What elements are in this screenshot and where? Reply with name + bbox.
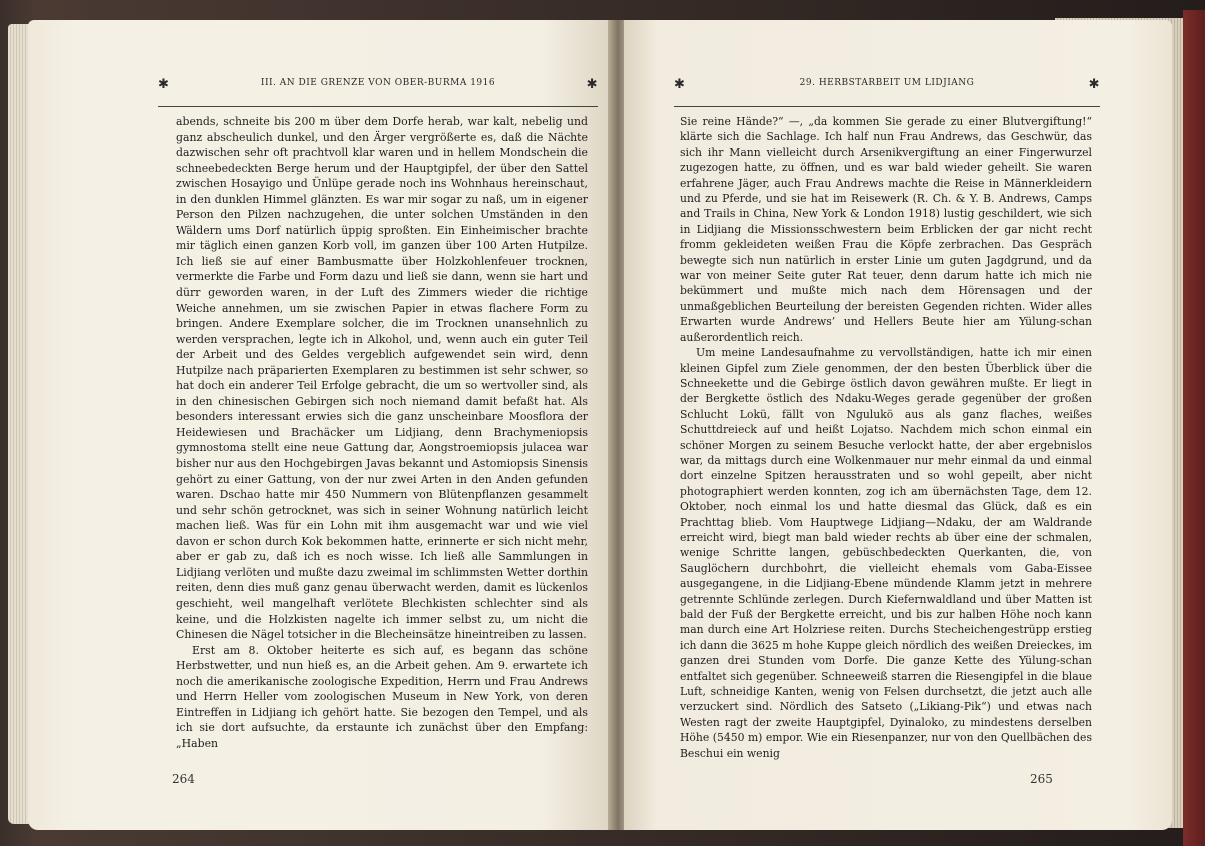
right-paragraph-1: Sie reine Hände?“ —, „da kommen Sie gerade zu einer Blutvergiftung!“ klärte sich die Sachlage. Ich half nun Frau Andrews, das Geschwür, das sich ihr Mann vielleicht durch Arsenikvergiftung an einer Fingerwurzel zugezogen hatte, zu öffnen, und es war bald wieder geheilt. Sie waren erfahrene Jäger, auch Frau Andrews machte die Reise in Männerkleidern und zu Pferde, und sie hat im Reisewerk (R. Ch. & Y. B. Andrews, Camps and Trails in China, New York & London 1918) lustig geschildert, wie sich in Lidjiang die Missionsschwestern beim Erblicken der gar nicht recht fromm gekleideten weißen Frau die Köpfe zerbrachen. Das Gespräch bewegte sich nun natürlich in erster Linie um guten Jagdgrund, und da war von meiner Seite guter Rat teuer, denn darum hatte ich mich nie bekümmert und mußte mich nach dem Hörensagen und der unmaßgeblichen Beurteilung der bereisten Gegenden richten. Wider alles Erwarten wurde Andrews’ und Hellers Beute hier am Yülung-schan außerordentlich reich.	[680, 115, 1092, 344]
right-running-header	[674, 78, 1100, 94]
left-header-rule	[158, 106, 598, 107]
left-paragraph-1: abends, schneite bis 200 m über dem Dorfe herab, war kalt, nebelig und ganz abscheulich dunkel, und den Ärger vergrößerte es, daß die Nächte dazwischen sehr oft prachtvoll klar waren und in hellem Mondschein die schneebedeckten Berge herum und der Hauptgipfel, der über den Sattel zwischen Hosayigo und Ünlüpe gerade noch ins Wohnhaus hereinschaut, in den dunklen Himmel glänzten. Es war mir sogar zu naß, um in eigener Person den Pilzen nachzugehen, die unter solchen Umständen in den Wäldern ums Dorf natürlich üppig sproßten. Ein Einheimischer brachte mir täglich einen ganzen Korb voll, im ganzen über 100 Arten Hutpilze. Ich ließ sie auf einer Bambusmatte über Holzkohlenfeuer trocknen, vermerkte die Farbe und Form dazu und ließ sie dann, wenn sie hart und dürr geworden waren, in der Luft des Zimmers wieder die richtige Weiche annehmen, um sie zwischen Papier in etwas flachere Form zu bringen. Andere Exemplare solcher, die im Trocknen unansehnlich zu werden versprachen, legte ich in Alkohol, und, wenn auch ein guter Teil der Arbeit und des Geldes vergeblich aufgewendet sein wird, denn Hutpilze nach präparierten Exemplaren zu bestimmen ist sehr schwer, so hat doch ein anderer Teil Erfolge gebracht, die um so wertvoller sind, als in den chinesischen Gebirgen sich noch niemand damit befaßt hat. Als besonders interessant erwies sich die ganz unscheinbare Moosflora der Heidewiesen und Brachäcker um Lidjiang, denn Brachymeniopsis gymnostoma stellt eine neue Gattung dar, Aongstroemiopsis julacea war bisher nur aus den Hochgebirgen Javas bekannt und Astomiopsis Sinensis gehört zu einer Gattung, von der nur zwei Arten in den Anden gefunden waren. Dschao hatte mir 450 Nummern von Blütenpflanzen gesammelt und sehr schön getrocknet, was sich in seiner Wohnung natürlich leicht machen ließ. Was für ein Lohn mit ihm ausgemacht war und wie viel davon er schon durch Kok bekommen hatte, erinnerte er sich nicht mehr, aber er gab zu, daß ich es noch wisse. Ich ließ alle Sammlungen in Lidjiang verlöten und mußte dazu zweimal im schlimmsten Wetter dorthin reiten, denn dies muß ganz genau überwacht werden, damit es lückenlos geschieht, weil mangelhaft verlötete Blechkisten schlechter sind als keine, und die Holzkisten nagelte ich immer selbst zu, um nicht die Chinesen die Nägel totsicher in die Blecheinsätze hineintreiben zu lassen.	[176, 115, 588, 642]
left-page-number: 264	[172, 772, 195, 786]
left-header-star-right: ✱	[586, 77, 598, 92]
right-page-number: 265	[1030, 772, 1053, 786]
left-page	[28, 20, 612, 830]
right-header-star-left: ✱	[674, 77, 686, 92]
left-running-header	[158, 78, 598, 94]
left-header-title: III. AN DIE GRENZE VON OBER-BURMA 1916	[260, 78, 496, 88]
right-body-text	[680, 114, 1092, 761]
right-paragraph-2: Um meine Landesaufnahme zu vervollständigen, hatte ich mir einen kleinen Gipfel zum Ziele genommen, der den besten Überblick über die Schneekette und die Gebirge östlich davon gewähren mußte. Er liegt in der Bergkette östlich des Ndaku-Weges gerade gegenüber der großen Schlucht Lokü, fällt von Ngulukö aus als ganz flaches, weißes Schuttdreieck auf und heißt Lojatso. Nachdem mich schon einmal ein schöner Morgen zu seinem Besuche verlockt hatte, der aber ergebnislos war, da mittags durch eine Wolkenmauer nur mehr einmal da und einmal dort einzelne Spitzen herausstraten und so wohl gepeilt, aber nicht photographiert werden konnten, zog ich am übernächsten Tage, dem 12. Oktober, noch einmal los und hatte diesmal das Glück, daß es ein Prachttag blieb. Vom Hauptwege Lidjiang—Ndaku, der am Waldrande erreicht wird, biegt man bald wieder rechts ab über eine der schmalen, wenige Schritte langen, gebüschbedeckten Querkanten, die, von Sauglöchern durchbohrt, die vielleicht ehemals vom Gaba-Eissee ausgegangene, in die Lidjiang-Ebene mündende Klamm jetzt in mehrere getrennte Schlünde zerlegen. Durch Kiefernwaldland und über Matten ist bald der Fuß der Bergkette erreicht, und bis zur halben Höhe noch kann man durch eine Art Holzriese reiten. Durchs Stecheichengestrüpp erstieg ich dann die 3625 m hohe Kuppe gleich nördlich des weißen Dreieckes, im ganzen drei Stunden vom Dorfe. Die ganze Kette des Yülung-schan entfaltet sich gegenüber. Schneeweiß starren die Riesengipfel in die blaue Luft, schneidige Kanten, wenig von Felsen durchsetzt, die jetzt auch alle verzuckert sind. Nördlich des Satseto („Likiang-Pik“) und etwas nach Westen ragt der zweite Hauptgipfel, Dyinaloko, zu mindestens derselben Höhe (5450 m) empor. Wie ein Riesenpanzer, nur von den Quellbächen des Beschui ein wenig	[680, 346, 1092, 760]
right-header-star-right: ✱	[1088, 77, 1100, 92]
right-header-rule	[674, 106, 1100, 107]
left-body-text	[176, 114, 588, 751]
right-header-title: 29. HERBSTARBEIT UM LIDJIANG	[799, 78, 975, 88]
left-paragraph-2: Erst am 8. Oktober heiterte es sich auf, es begann das schöne Herbstwetter, und nun hieß es, an die Arbeit gehen. Am 9. erwartete ich noch die amerikanische zoologische Expedition, Herrn und Frau Andrews und Herrn Heller vom zoologischen Museum in New York, von deren Eintreffen in Lidjiang ich gehört hatte. Sie bezogen den Tempel, und als ich sie dort aufsuchte, da erstaunte ich zunächst über den Empfang: „Haben	[176, 643, 588, 750]
right-page	[624, 20, 1172, 830]
left-header-star-left: ✱	[158, 77, 170, 92]
book-cover-edge	[1183, 10, 1205, 846]
